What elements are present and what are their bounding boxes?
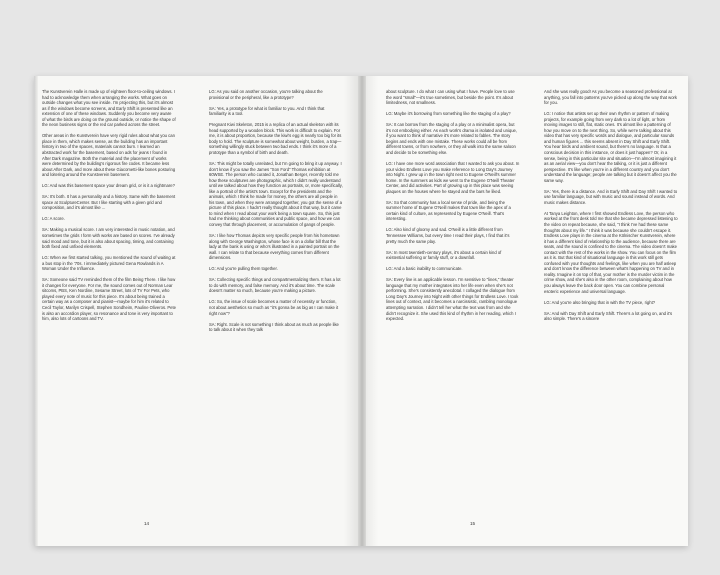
paragraph: LG: So, the issue of scale becomes a matter of necessity or function, not about aesthetics so much as "it's gonna be as big as I can make it right now"?	[209, 299, 339, 316]
paragraph: LG: Also kind of gloomy and sad. O'Neill is a little different from Tennessee Williams, but every time I read their plays, I find that it's pretty much the same play.	[386, 227, 510, 244]
paragraph: LG: And a basic inability to communicate.	[386, 266, 463, 272]
paragraph: SA: I like how Thomas depicts very specific people from his hometown along with George Washington, whose face is on a dollar bill that the lady at the bank is using or who's illustrated in a painted portrait on the wall. I can relate to that because everything comes from different dimensions.	[209, 233, 340, 261]
right-page-column-1	[386, 89, 520, 513]
paragraph: At Tanya Leighton, where I first showed Endless Love, the person who worked at the front desk told me that she became depressed listening to the video on repeat because, she said, "I think I've had these same thoughts about my life." I think it was because she couldn't escape it. Endless Love plays in the cinema at the Kölnischer Kunstverein, where it has a different kind of relationship to the audience, because there are seats, and the sound is confined to the cinema. The video doesn't make contact with the rest of the works in the show. You can focus on the film as it is. But that kind of situational language in this work still gets confused with your thoughts and feelings, like when you are half asleep and don't know the difference between what's happening on TV and in reality. Imagine it on top of that, your mother is the murder victim in the crime show, and she's also in the other room, complaining about how you always leave the back door open. You can combine personal esoteric experience and universal language.	[544, 210, 678, 294]
paragraph: SA: It's both. It has a personality and a history. Same with the basement space at SculptureCenter. But I like starting with a given grid and composition, and it's almost like ...	[42, 194, 176, 211]
paragraph: The Kunstverein Halle is made up of eighteen floor-to-ceiling windows. I had to acknowledge them when arranging the works. What goes on outside changes what you see inside. I'm projecting this, but it's almost as if the windows become screens, and Early Shift is presented like an extension of one of these windows. Suddenly you become very aware of what the birds are doing on the ground outside, or notice the shape of the neon business signs or the red car parked across the street.	[42, 89, 176, 128]
left-page-column-1	[42, 89, 176, 513]
paragraph: LG: A score.	[42, 216, 65, 222]
paragraph: SA: And with Day Shift and Early Shift. There's a lot going on, and it's also simple. There's a sincere	[544, 310, 673, 322]
paragraph: SA: Collecting specific things and compartmentalizing them. It has a lot to do with memory, and false memory. And it's about time. The scale doesn't matter so much, because you're making a picture.	[209, 277, 341, 294]
left-page	[34, 76, 362, 546]
paragraph: SA: In most twentieth-century plays, it's about a certain kind of existential suffering or family stuff, or a downfall.	[386, 249, 502, 261]
paragraph: Other areas in the Kunstverein have very rigid rules about what you can place in them, which makes sense, as the building has an important history in two of the spaces, materials cannot burn. I learned an abstracted work for the basement, based on ads for jeans I found in After Dark magazine. Both the material and the placement of works were determined by the building's rigorous fire codes. It became less about After Dark, and more about these Giacometti-like bones posturing and loitering around the Kunstverein basement.	[42, 133, 176, 178]
page-number-left: 14	[144, 521, 150, 526]
right-page-column-2	[544, 89, 678, 513]
paragraph: LG: And you're pulling them together.	[209, 266, 278, 272]
paragraph: SA: Every line is an applicable lesson. I'm sensitive to "lines," theater language that my mother integrates into her life even when she's not performing. She's consistently anecdotal. I collaged the dialogue from Long Day's Journey into Night with other things for Endless Love. I took lines out of context, and it becomes a narcissistic, rambling monologue attempting narration. I didn't tell her what the text was from and she didn't recognize it. She used this kind of rhythm in her reading, which I expected.	[386, 277, 519, 322]
paragraph: SA: Right. Scale is not something I think about as much as people like to talk about it when they talk	[209, 321, 339, 333]
page-number-right: 15	[470, 521, 476, 526]
right-page	[362, 76, 688, 546]
book-spine-gutter	[358, 76, 366, 546]
paragraph: LG: And you're also bringing that in with the TV piece, right?	[544, 299, 656, 305]
left-page-column-2	[209, 89, 343, 513]
paragraph: LG: As you said on another occasion, you're talking about the provisional or the peripheral, like a prototype?	[209, 89, 323, 100]
paragraph: LG: And was this basement space your dream grid, or is it a nightmare?	[42, 183, 175, 189]
paragraph: LG: I have one more word association that I wanted to ask you about. In your video Endless Love you make reference to Long Day's Journey into Night. I grew up in the town right next to Eugene O'Neill's summer home. In the summers as kids we went to the Eugene O'Neill Theater Center, and did activities. Part of growing up in this place was seeing plaques on the houses where he stayed and the bars he liked.	[386, 160, 520, 194]
paragraph: And she was really good! As you become a seasoned professional at anything, you fall into patterns you've picked up along the way that work for you.	[544, 89, 678, 106]
paragraph: SA: Yes, a prototype for what is familiar to you. And I think that familiarity is a tool.	[209, 105, 325, 117]
paragraph: SA: This might be totally unrelated, but I'm going to bring it up anyway. I don't know if you saw the James "Son Ford" Thomas exhibition at 60WSE. The person who curated it, Jonathan Berger, recently told me how these sculptures are photographic, which I didn't really understand until we talked about how they function as portraits, or, more specifically, like a portrait of the artist's town. Except for the presidents and the animals, which I think he made for money, the others are all people in his town, and when they were arranged together, you got the sense of a picture of this place. I hadn't really thought about it that way, but it came to mind when I read about your work being a town square. So, this just had me thinking about communities and public space, and how we can convey that through placement, or accumulation of gangs of people.	[209, 160, 343, 227]
paragraph: SA: Yes, there is a distance. And in Early Shift and Day Shift I wanted to use familiar language, but with music and sound instead of words. And music makes distance.	[544, 188, 678, 205]
paragraph: LG: When we first started talking, you mentioned the sound of waiting at a bus stop in the '70s. I immediately pictured Gena Rowlands in A Woman Under the Influence.	[42, 255, 176, 272]
paragraph: SA: It can borrow from the staging of a play or a minimalist opera, but it's not embodying either. As each work's drama is isolated and unique, if you want to think of narrative it's more related to fables. The story begins and ends with one mistake. These works could all be from different towns, or from nowhere, or they all walk into the same saloon and decide to be something else.	[386, 122, 518, 155]
paragraph: about sculpture. I do what I can using what I have. People love to use the word "small"—it's true sometimes, but beside the point. It's about limitedness, not smallness.	[386, 89, 515, 106]
paragraph: SA: So that community has a local sense of pride, and being the summer home of Eugene O'Neill makes that town like the apex of a certain kind of culture, as represented by Eugene O'Neill. That's interesting.	[386, 199, 511, 222]
book-spread	[34, 76, 688, 546]
paragraph: SA: Someone said TV reminded them of the film Being There. I like how it changes for everyone. For me, the sound comes out of Norman Lear sitcoms, PBS, Ken Nordine, Sesame Street, lots of TV For Pets, who played every note of music for this piece. It's about being trained a certain way as a composer and pianist—maybe for him it's related to Cecil Taylor, Marilyn Crispell, Stephen Sondheim, Pauline Oliveros. Pete is also an accordion player, so resonance and tone is very important to him, also lots of cartoons and TV.	[42, 277, 176, 322]
paragraph: LG: Maybe it's borrowing from something like the staging of a play?	[386, 111, 511, 117]
paragraph: LG: I notice that artists set up their own rhythm or pattern of making projects, for example going from very dark to a lot of light, or from moving images to still, flat, static ones. It's almost like a patterning of how you move on to the next thing. So, while we're talking about this video that has very specific words and dialogue, and particular sounds and human figures ... this seems absent in Day Shift and Early Shift. You hear birds and ambient sound, but there's no language. Is that a conscious decision in this instance, or does it just happen? Or, in a sense, being in this particular site and situation—I'm almost imagining it as an aerial view—you don't hear the talking, or it is just a different perspective. It's like when you're in a different country and you don't understand the language; people are talking but it doesn't affect you the same way.	[544, 111, 677, 183]
paragraph: SA: Making a musical score. I am very interested in music notation, and sometimes the grids I form with works are based on scores. I've already said mood and tone, but it is also about spacing, timing, and containing both fixed and unfixed elements.	[42, 227, 175, 250]
paragraph: Pregnant Kiwi Skeleton, 2015 is a replica of an actual skeleton with its head supported by a wooden block. This work is difficult to explain. For me, it is about proportion, because the kiwi's egg is nearly too big for its body to hold. The sculpture is somewhat about weight, burden, a trap—something willingly stuck between two bad ends. I think it's more of a prototype than a symbol of birth and death.	[209, 122, 342, 155]
